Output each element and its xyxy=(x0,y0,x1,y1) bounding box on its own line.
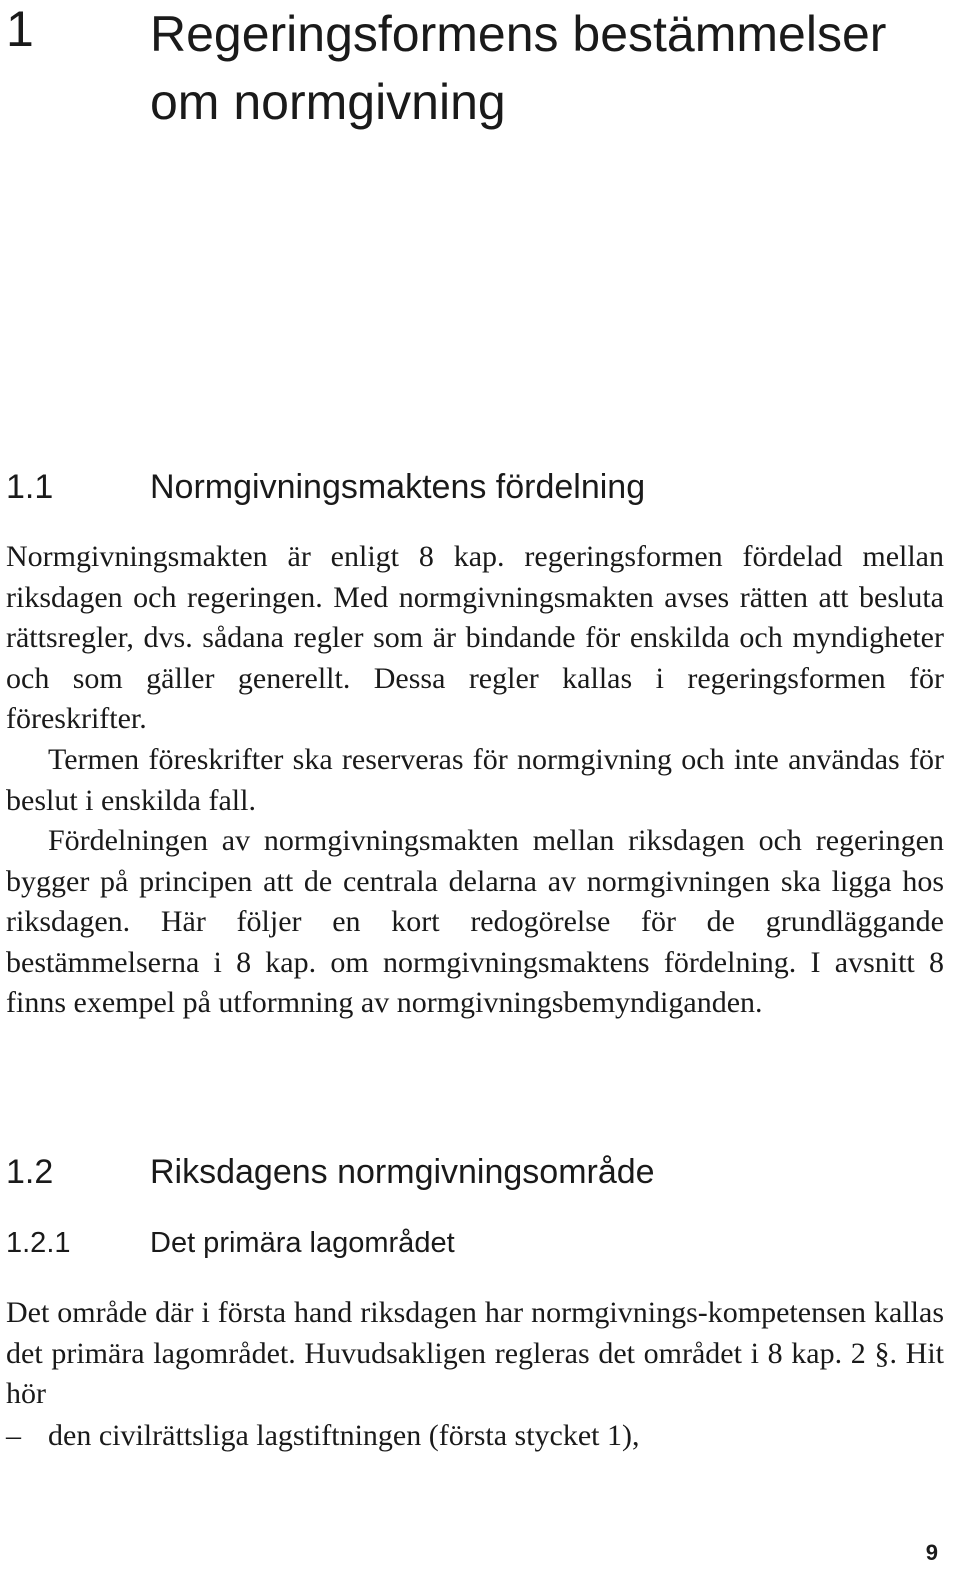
paragraph-normgivningsmakten: Normgivningsmakten är enligt 8 kap. regeringsformen fördelad mellan riksdagen och regeringen. Med normgivningsmakten avses rätten att besluta rättsregler, dvs. sådana regler som är bindande för enskilda och myndigheter och som gäller generellt. Dessa regler kallas i regeringsformen för föreskrifter. xyxy=(6,540,944,735)
paragraph-primara-lagomradet: Det område där i första hand riksdagen har normgivnings-kompetensen kallas det primära lagområdet. Huvudsakligen regleras det området i 8 kap. 2 §. Hit hör xyxy=(6,1296,944,1410)
section-number-1-2: 1.2 xyxy=(6,1153,54,1191)
paragraph-termen-foreskrifter xyxy=(6,740,944,821)
subsection-number-1-2-1: 1.2.1 xyxy=(6,1227,71,1259)
paragraph-fordelningen xyxy=(6,821,944,1024)
page-number: 9 xyxy=(925,1540,938,1565)
list-item-text: den civilrättsliga lagstiftningen (första stycket 1), xyxy=(48,1419,640,1452)
list-item-civilrattsliga xyxy=(6,1416,944,1456)
paragraph-fordelningen-text: Fördelningen av normgivningsmakten mellan riksdagen och regeringen bygger på principen att de centrala delarna av normgivningen ska ligga hos riksdagen. Här följer en kort redogörelse för de grundläggande bestämmelserna i 8 kap. om normgivningsmaktens fördelning. I avsnitt 8 finns exempel på utformning av normgivningsbemyndiganden. xyxy=(6,824,944,1019)
chapter-number: 1 xyxy=(6,1,34,57)
chapter-title: Regeringsformens bestämmelser om normgivning xyxy=(150,6,887,130)
section-title-1-2: Riksdagens normgivningsområde xyxy=(150,1153,655,1191)
paragraph-termen-text: Termen föreskrifter ska reserveras för normgivning och inte användas för beslut i enskilda fall. xyxy=(6,743,944,817)
subsection-title-1-2-1: Det primära lagområdet xyxy=(150,1227,455,1259)
section-title-1-1: Normgivningsmaktens fördelning xyxy=(150,468,646,506)
section-number-1-1: 1.1 xyxy=(6,468,54,506)
list-dash: – xyxy=(6,1419,21,1452)
